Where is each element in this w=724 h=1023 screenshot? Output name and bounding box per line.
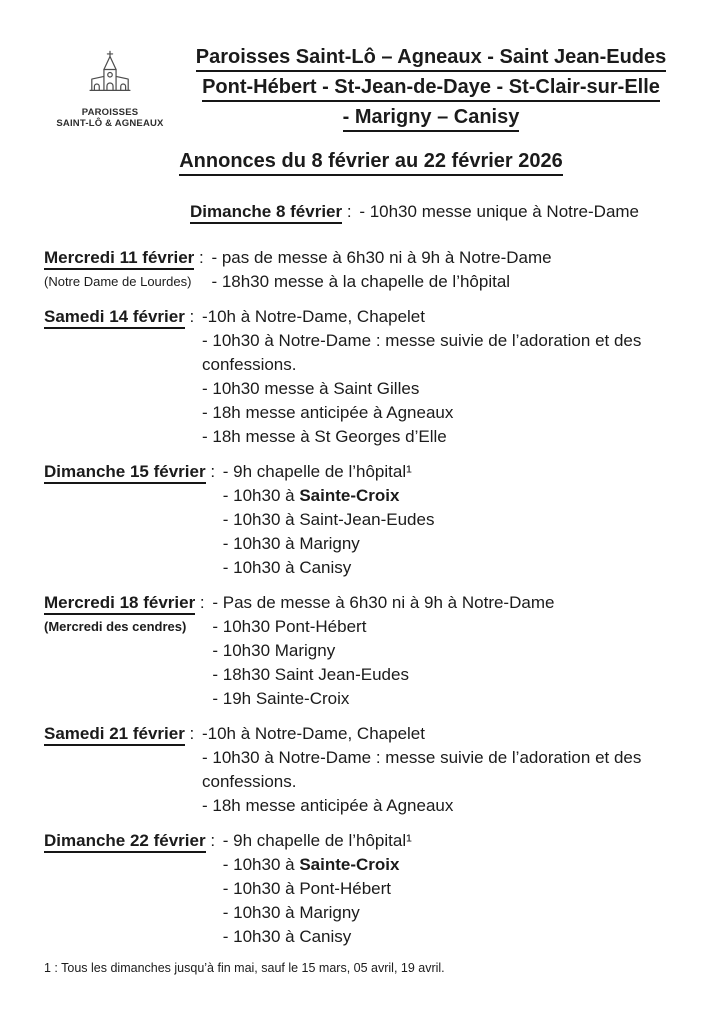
mass-line-segment: - 10h30 Pont-Hébert <box>212 616 367 636</box>
day-section <box>44 246 698 294</box>
parish-logo <box>56 42 164 129</box>
day-subheading: (Mercredi des cendres) <box>44 618 187 634</box>
mass-line <box>202 794 698 818</box>
mass-line <box>212 639 698 663</box>
mass-line-segment: - 10h30 à Marigny <box>222 533 360 553</box>
mass-line <box>202 746 698 794</box>
day-heading: Mercredi 11 février <box>44 248 194 270</box>
heading-separator: : <box>195 592 210 612</box>
heading-separator: : <box>184 723 199 743</box>
mass-line-segment: - 10h30 à Pont-Hébert <box>222 878 391 898</box>
mass-lines <box>220 829 698 949</box>
day-section-head <box>190 200 356 224</box>
mass-lines <box>220 460 698 580</box>
logo-caption-line1: PAROISSES <box>81 107 139 118</box>
mass-line-segment: - 10h30 à Canisy <box>222 926 352 946</box>
heading-separator: : <box>205 830 220 850</box>
mass-line <box>202 722 698 746</box>
mass-line-segment: - 18h messe à St Georges d’Elle <box>201 426 447 446</box>
day-section <box>44 460 698 580</box>
mass-line <box>211 270 698 294</box>
day-heading: Samedi 21 février <box>44 724 185 746</box>
day-heading-line <box>44 829 220 853</box>
mass-line <box>223 484 698 508</box>
day-heading: Dimanche 22 février <box>44 831 206 853</box>
mass-line-segment: - 9h chapelle de l’hôpital¹ <box>222 461 412 481</box>
mass-line <box>223 556 698 580</box>
day-section <box>190 200 698 224</box>
mass-lines <box>208 246 698 294</box>
day-heading-line <box>190 200 356 224</box>
mass-line-segment: - 10h30 à Marigny <box>222 902 360 922</box>
day-heading-line <box>44 591 209 615</box>
mass-lines <box>356 200 698 224</box>
mass-line-segment: -10h à Notre-Dame, Chapelet <box>201 723 425 743</box>
logo-caption-line2: SAINT-LÔ & AGNEAUX <box>56 118 164 129</box>
day-heading-line <box>44 722 199 746</box>
mass-line-segment: -10h à Notre-Dame, Chapelet <box>201 306 425 326</box>
mass-line-segment: - 10h30 messe à Saint Gilles <box>201 378 420 398</box>
mass-line <box>212 615 698 639</box>
mass-line-segment: - 18h30 Saint Jean-Eudes <box>212 664 409 684</box>
mass-line-segment: - 18h messe anticipée à Agneaux <box>201 402 454 422</box>
day-section <box>44 829 698 949</box>
mass-line-segment: - 10h30 à Saint-Jean-Eudes <box>222 509 435 529</box>
mass-line <box>202 401 698 425</box>
day-section-head <box>44 591 209 639</box>
heading-separator: : <box>205 461 220 481</box>
day-subheading: (Notre Dame de Lourdes) <box>44 273 192 289</box>
mass-line <box>223 508 698 532</box>
mass-line <box>202 329 698 377</box>
footnote: 1 : Tous les dimanches jusqu’à fin mai, sauf le 15 mars, 05 avril, 19 avril. <box>44 960 445 975</box>
mass-line <box>223 853 698 877</box>
title-line: - Marigny – Canisy <box>164 102 698 132</box>
day-heading: Samedi 14 février <box>44 307 185 329</box>
church-icon <box>84 46 136 100</box>
mass-line-segment: - 10h30 à <box>222 854 300 874</box>
mass-line-segment: - 9h chapelle de l’hôpital¹ <box>222 830 412 850</box>
day-heading: Dimanche 15 février <box>44 462 206 484</box>
mass-line <box>211 246 698 270</box>
mass-line-bold-segment: Sainte-Croix <box>299 485 400 505</box>
mass-line-bold-segment: Sainte-Croix <box>299 854 400 874</box>
title-line: Paroisses Saint-Lô – Agneaux - Saint Jean-Eudes <box>164 42 698 72</box>
mass-line <box>212 591 698 615</box>
day-section-head <box>44 246 208 294</box>
day-section <box>44 305 698 449</box>
mass-line-segment: - 10h30 à Notre-Dame : messe suivie de l’adoration et des confessions. <box>201 747 642 791</box>
mass-line <box>223 532 698 556</box>
mass-line-segment: - 10h30 à Canisy <box>222 557 352 577</box>
title-line: Pont-Hébert - St-Jean-de-Daye - St-Clair-sur-Elle <box>164 72 698 102</box>
mass-lines <box>209 591 698 711</box>
heading-separator: : <box>342 201 357 221</box>
day-section <box>44 722 698 818</box>
mass-line <box>202 425 698 449</box>
day-sections <box>44 200 698 949</box>
mass-line-segment: - pas de messe à 6h30 ni à 9h à Notre-Dame <box>211 247 552 267</box>
mass-line-segment: - 18h30 messe à la chapelle de l’hôpital <box>211 271 511 291</box>
mass-line <box>202 305 698 329</box>
mass-line-segment: - 10h30 à <box>222 485 300 505</box>
mass-line <box>359 200 698 224</box>
heading-separator: : <box>184 306 199 326</box>
day-heading: Mercredi 18 février <box>44 593 195 615</box>
mass-line <box>223 901 698 925</box>
announcements-period-title: Annonces du 8 février au 22 février 2026 <box>44 147 698 176</box>
day-section <box>44 591 698 711</box>
day-heading-line <box>44 460 220 484</box>
document-header <box>44 42 698 132</box>
day-section-head <box>44 829 220 853</box>
title-block <box>164 42 698 132</box>
mass-lines <box>199 305 698 449</box>
mass-line <box>202 377 698 401</box>
mass-line <box>223 877 698 901</box>
mass-line <box>223 925 698 949</box>
day-section-head <box>44 305 199 329</box>
heading-separator: : <box>194 247 209 267</box>
mass-line <box>223 829 698 853</box>
mass-line-segment: - 19h Sainte-Croix <box>212 688 350 708</box>
day-section-head <box>44 460 220 484</box>
day-section-head <box>44 722 199 746</box>
mass-line <box>223 460 698 484</box>
mass-line-segment: - 10h30 à Notre-Dame : messe suivie de l’adoration et des confessions. <box>201 330 642 374</box>
day-heading-line <box>44 305 199 329</box>
mass-line-segment: - 18h messe anticipée à Agneaux <box>201 795 454 815</box>
mass-line-segment: - Pas de messe à 6h30 ni à 9h à Notre-Dame <box>212 592 555 612</box>
mass-line-segment: - 10h30 Marigny <box>212 640 336 660</box>
mass-line <box>212 663 698 687</box>
mass-line <box>212 687 698 711</box>
day-heading-line <box>44 246 208 270</box>
mass-lines <box>199 722 698 818</box>
mass-line-segment: - 10h30 messe unique à Notre-Dame <box>359 201 640 221</box>
logo-caption <box>56 107 164 129</box>
day-heading: Dimanche 8 février <box>190 202 342 224</box>
